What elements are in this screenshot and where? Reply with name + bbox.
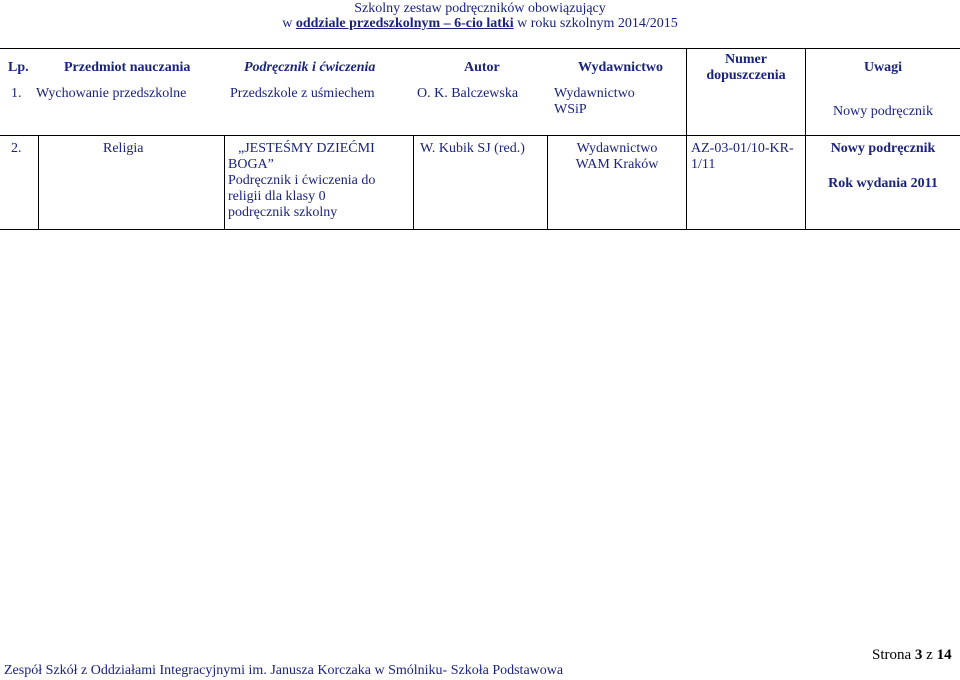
row1-author: O. K. Balczewska (417, 86, 519, 101)
row2-book-line1: „JESTEŚMY DZIEĆMI (238, 141, 375, 156)
row1-book: Przedszkole z uśmiechem (230, 86, 375, 101)
header-lp: Lp. (8, 60, 29, 75)
subtitle-suffix: w roku szkolnym 2014/2015 (513, 16, 678, 31)
page-separator: z (922, 647, 937, 663)
column-divider-author (413, 135, 414, 230)
header-publisher: Wydawnictwo (578, 60, 664, 75)
document-title: Szkolny zestaw podręczników obowiązujący (354, 1, 606, 16)
column-divider-subject (38, 135, 39, 230)
row1-publisher (554, 86, 635, 118)
page-label: Strona (872, 647, 915, 663)
row2-book-line4: religii dla klasy 0 (228, 189, 326, 204)
row2-author: W. Kubik SJ (red.) (420, 141, 525, 156)
row1-subject: Wychowanie przedszkolne (36, 86, 187, 101)
page-total: 14 (936, 647, 952, 663)
header-book: Podręcznik i ćwiczenia (244, 60, 376, 75)
row2-publisher-line1: Wydawnictwo (576, 141, 658, 156)
footer-school-name: Zespół Szkół z Oddziałami Integracyjnymi im. Janusza Korczaka w Smólniku- Szkoła Podstawowa (4, 663, 564, 678)
table-top-rule (0, 48, 960, 49)
row2-book-line2: BOGA” (228, 157, 274, 172)
row2-number-line1: AZ-03-01/10-KR- (691, 141, 794, 156)
subtitle-prefix: w (282, 16, 296, 31)
row1-bottom-rule (0, 135, 960, 136)
page-number (872, 647, 952, 664)
document-subtitle (0, 16, 960, 32)
header-number-line2: dopuszczenia (706, 68, 786, 83)
row1-lp: 1. (11, 86, 22, 101)
header-number-line1: Numer (725, 52, 767, 67)
row1-note: Nowy podręcznik (833, 104, 933, 119)
row2-book (228, 141, 375, 221)
header-author: Autor (464, 60, 500, 75)
row2-number-line2: 1/11 (691, 157, 716, 172)
row2-lp: 2. (11, 141, 22, 156)
column-divider-book (224, 135, 225, 230)
row2-note-line1: Nowy podręcznik (830, 141, 936, 156)
header-number (687, 52, 805, 84)
page-current: 3 (914, 647, 923, 663)
row2-number (691, 141, 794, 173)
table-bottom-rule (0, 229, 960, 230)
subtitle-emphasis: oddziale przedszkolnym – 6-cio latki (295, 16, 514, 31)
row2-note (806, 141, 960, 192)
header-notes: Uwagi (863, 60, 903, 75)
row2-book-line3: Podręcznik i ćwiczenia do (228, 173, 376, 188)
row2-book-line5: podręcznik szkolny (228, 205, 338, 220)
row2-note-line2: Rok wydania 2011 (828, 176, 938, 191)
row2-publisher-line2: WAM Kraków (575, 157, 659, 172)
row1-publisher-line1: Wydawnictwo (554, 86, 635, 101)
row1-publisher-line2: WSiP (554, 102, 587, 117)
header-subject: Przedmiot nauczania (64, 60, 191, 75)
row2-subject: Religia (103, 141, 144, 156)
row2-publisher (548, 141, 686, 173)
